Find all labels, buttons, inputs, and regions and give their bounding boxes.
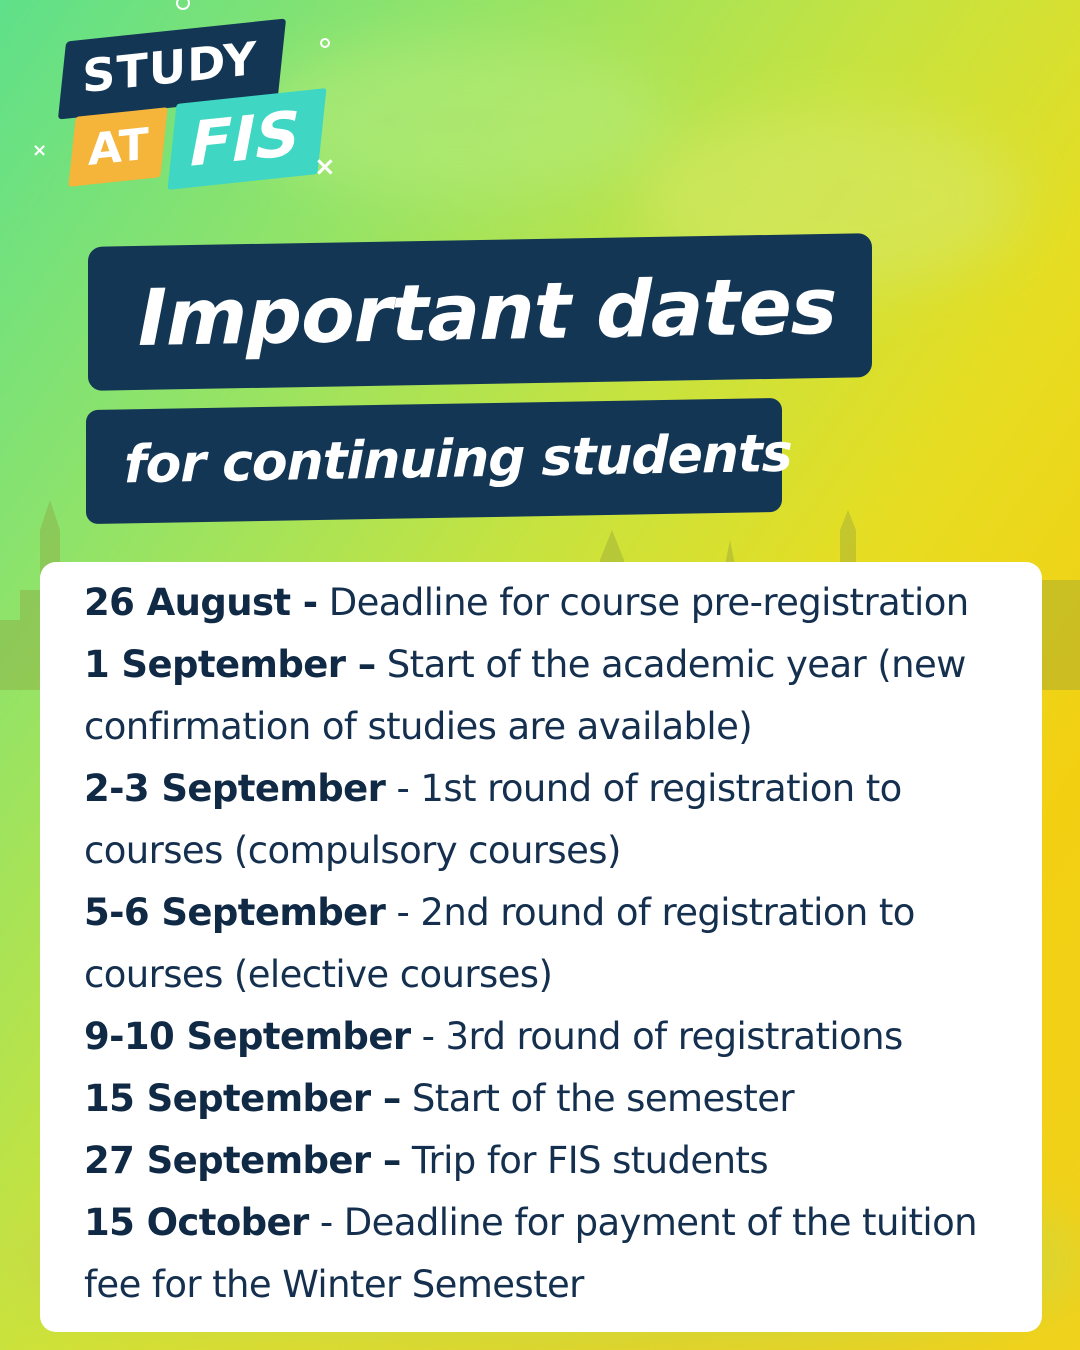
date-label: 26 August - [84, 581, 318, 624]
date-item [84, 882, 1039, 1006]
date-label: 1 September – [84, 643, 376, 686]
dates-list [84, 572, 1039, 1316]
date-item [84, 634, 1039, 758]
sparkle-ring-icon [176, 0, 190, 10]
date-description: - 3rd round of registrations [421, 1015, 903, 1058]
sparkle-ring-icon [320, 38, 330, 48]
date-description: - 1st round of registration to courses (compulsory courses) [84, 767, 902, 872]
date-label: 5-6 September [84, 891, 386, 934]
logo-at-block [68, 107, 167, 187]
date-description: - Deadline for payment of the tuition fee for the Winter Semester [84, 1201, 977, 1306]
date-item [84, 572, 1039, 634]
logo-at-text: AT [87, 119, 149, 176]
date-label: 27 September – [84, 1139, 401, 1182]
logo-fis-text: FIS [190, 96, 301, 181]
date-description: Start of the semester [411, 1077, 794, 1120]
date-item [84, 1068, 1039, 1130]
date-item [84, 1130, 1039, 1192]
date-label: 9-10 September [84, 1015, 411, 1058]
date-item [84, 1006, 1039, 1068]
date-description: - 2nd round of registration to courses (elective courses) [84, 891, 915, 996]
date-label: 15 October [84, 1201, 309, 1244]
date-label: 2-3 September [84, 767, 386, 810]
logo-study-text: STUDY [82, 31, 258, 104]
study-at-fis-logo [0, 0, 360, 200]
page-subtitle: for continuing students [124, 423, 792, 496]
date-item [84, 758, 1039, 882]
page-title: Important dates [138, 261, 837, 364]
date-item [84, 1192, 1039, 1316]
sparkle-cross-icon: × [314, 152, 336, 182]
logo-fis-block [167, 88, 326, 190]
date-label: 15 September – [84, 1077, 401, 1120]
subtitle-banner [86, 398, 792, 524]
title-banner [88, 233, 872, 391]
date-description: Trip for FIS students [411, 1139, 769, 1182]
date-description: Start of the academic year (new confirmation of studies are available) [84, 643, 966, 748]
date-description: Deadline for course pre-registration [328, 581, 969, 624]
sparkle-cross-icon: × [32, 140, 48, 161]
dates-card [40, 562, 1042, 1332]
